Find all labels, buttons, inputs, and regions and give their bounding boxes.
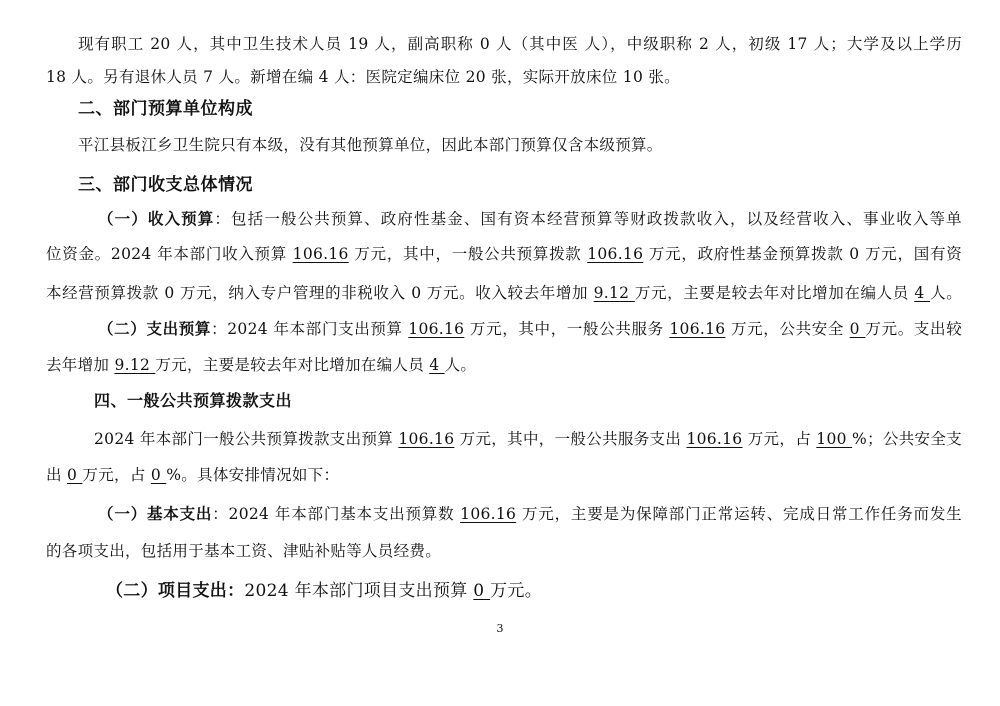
section-heading-2: 二、部门预算单位构成 bbox=[78, 99, 253, 119]
basic-expense-line-2: 的各项支出，包括用于基本工资、津贴补贴等人员经费。 bbox=[46, 542, 442, 560]
expense-total-value: 106.16 bbox=[408, 320, 465, 338]
income-total-value: 106.16 bbox=[292, 245, 349, 263]
income-budget-line-2: 位资金。2024 年本部门收入预算 106.16 万元，其中，一般公共预算拨款 106.16 万元，政府性基金预算拨款 0 万元，国有资 bbox=[46, 245, 962, 263]
general-budget-line-1: 2024 年本部门一般公共预算拨款支出预算 106.16 万元，其中，一般公共服务支出 106.16 万元，占 100 %；公共安全支 bbox=[94, 430, 962, 448]
unit-composition-paragraph: 平江县板江乡卫生院只有本级，没有其他预算单位，因此本部门预算仅含本级预算。 bbox=[78, 136, 663, 154]
expense-general-service-value: 106.16 bbox=[669, 320, 726, 338]
general-safety-value: 0 bbox=[67, 466, 83, 484]
staff-paragraph-line-2: 18 人。另有退休人员 7 人。新增在编 4 人：医院定编床位 20 张，实际开放床位 10 张。 bbox=[46, 68, 680, 86]
income-general-value: 106.16 bbox=[587, 245, 644, 263]
expense-increase-value: 9.12 bbox=[114, 356, 156, 374]
expense-budget-line-1: （二）支出预算：2024 年本部门支出预算 106.16 万元，其中，一般公共服务 106.16 万元，公共安全 0 万元。支出较 bbox=[98, 319, 962, 338]
expense-budget-line-2: 去年增加 9.12 万元，主要是较去年对比增加在编人员 4 人。 bbox=[46, 356, 477, 374]
income-budget-line-3: 本经营预算拨款 0 万元，纳入专户管理的非税收入 0 万元。收入较去年增加 9.12 万元，主要是较去年对比增加在编人员 4 人。 bbox=[46, 284, 962, 302]
project-expense-value: 0 bbox=[473, 581, 491, 601]
income-budget-line-1: （一）收入预算：包括一般公共预算、政府性基金、国有资本经营预算等财政拨款收入，以及经营收入、事业收入等单 bbox=[98, 209, 962, 228]
general-service-value: 106.16 bbox=[686, 430, 743, 448]
income-budget-label: （一）收入预算 bbox=[98, 209, 215, 228]
general-budget-line-2: 出 0 万元，占 0 %。具体安排情况如下： bbox=[46, 466, 340, 484]
basic-expense-label: （一）基本支出 bbox=[98, 504, 213, 523]
basic-expense-line-1: （一）基本支出：2024 年本部门基本支出预算数 106.16 万元，主要是为保障部门正常运转、完成日常工作任务而发生 bbox=[98, 504, 962, 523]
basic-expense-value: 106.16 bbox=[460, 505, 517, 523]
project-expense-label: （二）项目支出： bbox=[106, 581, 245, 601]
general-safety-percent: 0 bbox=[150, 466, 167, 484]
income-increase-value: 9.12 bbox=[593, 284, 635, 302]
section-heading-3: 三、部门收支总体情况 bbox=[78, 175, 253, 195]
staff-paragraph-line-1: 现有职工 20 人，其中卫生技术人员 19 人，副高职称 0 人（其中医 人），中级职称 2 人，初级 17 人；大学及以上学历 bbox=[78, 35, 962, 53]
project-expense-line: （二）项目支出：2024 年本部门项目支出预算 0 万元。 bbox=[106, 581, 543, 601]
expense-staff-increase-value: 4 bbox=[429, 356, 445, 374]
general-total-value: 106.16 bbox=[398, 430, 455, 448]
page-number: 3 bbox=[496, 622, 504, 635]
section-heading-4: 四、一般公共预算拨款支出 bbox=[94, 391, 293, 410]
expense-public-safety-value: 0 bbox=[849, 320, 866, 338]
income-staff-increase-value: 4 bbox=[914, 284, 931, 302]
general-service-percent: 100 bbox=[816, 430, 853, 448]
expense-budget-label: （二）支出预算 bbox=[98, 319, 212, 338]
